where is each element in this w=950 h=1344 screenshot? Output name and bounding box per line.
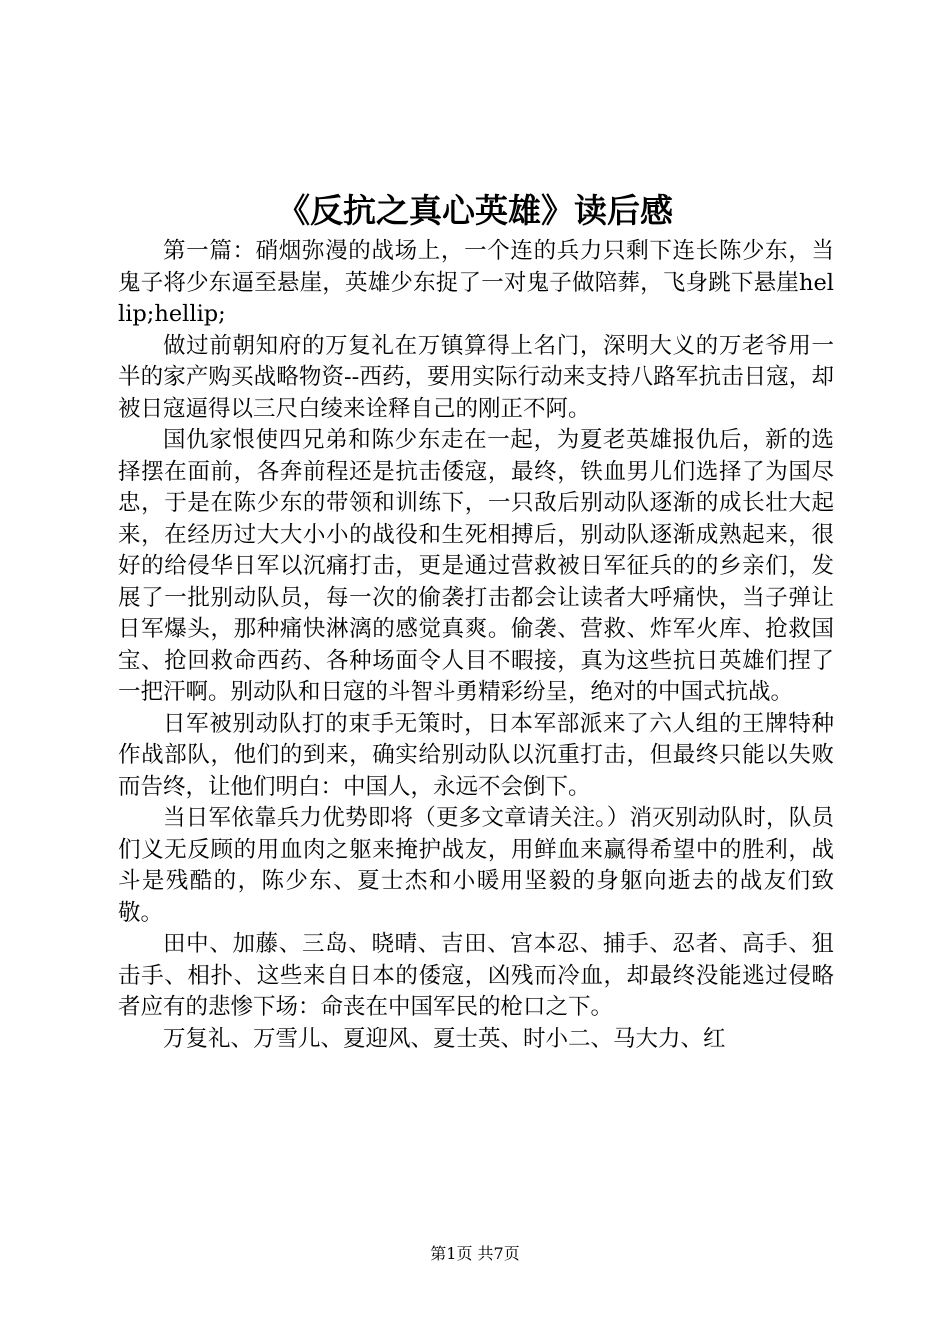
paragraph: 田中、加藤、三岛、晓晴、吉田、宫本忍、捕手、忍者、高手、狙击手、相扑、这些来自日本的倭寇，凶残而冷血，却最终没能逃过侵略者应有的悲惨下场：命丧在中国军民的枪口之下。 bbox=[118, 931, 834, 1020]
paragraph: 国仇家恨使四兄弟和陈少东走在一起，为夏老英雄报仇后，新的选择摆在面前，各奔前程还是抗击倭寇，最终，铁血男儿们选择了为国尽忠，于是在陈少东的带领和训练下，一只敌后别动队逐渐的成长壮大起来，在经历过大大小小的战役和生死相搏后，别动队逐渐成熟起来，很好的给侵华日军以沉痛打击，更是通过营救被日军征兵的的乡亲们，发展了一批别动队员，每一次的偷袭打击都会让读者大呼痛快，当子弹让日军爆头，那种痛快淋漓的感觉真爽。偷袭、营救、炸军火库、抢救国宝、抢回救命西药、各种场面令人目不暇接，真为这些抗日英雄们捏了一把汗啊。别动队和日寇的斗智斗勇精彩纷呈，绝对的中国式抗战。 bbox=[118, 427, 834, 705]
paragraph: 日军被别动队打的束手无策时，日本军部派来了六人组的王牌特种作战部队，他们的到来，确实给别动队以沉重打击，但最终只能以失败而告终，让他们明白：中国人，永远不会倒下。 bbox=[118, 710, 834, 800]
paragraph: 万复礼、万雪儿、夏迎风、夏士英、时小二、马大力、红 bbox=[163, 1025, 726, 1052]
page-number-footer: 第1页 共7页 bbox=[430, 1244, 520, 1263]
paragraph: 当日军依靠兵力优势即将（更多文章请关注。）消灭别动队时，队员们义无反顾的用血肉之躯来掩护战友，用鲜血来赢得希望中的胜利，战斗是残酷的，陈少东、夏士杰和小暖用坚毅的身躯向逝去的战友们致敬。 bbox=[118, 805, 834, 926]
paragraph: 第一篇：硝烟弥漫的战场上，一个连的兵力只剩下连长陈少东，当鬼子将少东逼至悬崖，英雄少东捉了一对鬼子做陪葬，飞身跳下悬崖hellip;hellip; bbox=[118, 238, 834, 327]
document-title: 《反抗之真心英雄》读后感 bbox=[277, 191, 673, 230]
paragraph: 做过前朝知府的万复礼在万镇算得上名门，深明大义的万老爷用一半的家产购买战略物资--西药，要用实际行动来支持八路军抗击日寇，却被日寇逼得以三尺白绫来诠释自己的刚正不阿。 bbox=[118, 332, 834, 422]
document-body bbox=[118, 236, 834, 1055]
